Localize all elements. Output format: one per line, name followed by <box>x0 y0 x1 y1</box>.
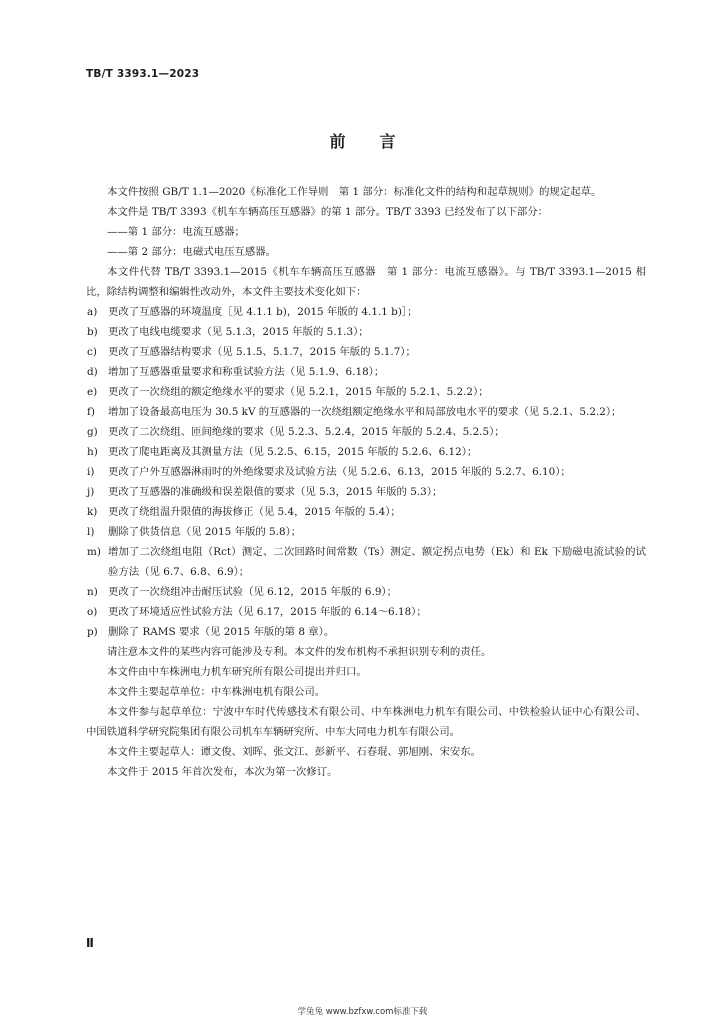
part-list-item: ——第 2 部分：电磁式电压互感器。 <box>107 246 277 258</box>
change-item <box>86 382 646 402</box>
publication-history-paragraph: 本文件于 2015 年首次发布，本次为第一次修订。 <box>107 766 338 778</box>
change-marker: e) <box>87 386 98 398</box>
drafters-paragraph: 本文件主要起草人：谭文俊、刘晖、张文江、彭新平、石春琨、郭旭刚、宋安东。 <box>107 746 482 758</box>
paragraph: 本文件代替 TB/T 3393.1—2015《机车车辆高压互感器 第 1 部分：电流互感器》。与 TB/T 3393.1—2015 相比，除结构调整和编辑性改动外，本文件主要技术变化如下： <box>86 266 646 298</box>
change-marker: k) <box>87 506 98 518</box>
change-text: 增加了互感器重量要求和称重试验方法（见 5.1.9、6.18）； <box>108 366 385 378</box>
change-marker: o) <box>87 606 98 618</box>
paragraph: 本文件按照 GB/T 1.1—2020《标准化工作导则 第 1 部分：标准化文件的结构和起草规则》的规定起草。 <box>107 186 602 198</box>
change-text: 更改了互感器的准确级和误差限值的要求（见 5.3，2015 年版的 5.3）； <box>108 486 443 498</box>
change-item <box>86 362 646 382</box>
change-text: 更改了互感器的环境温度［见 4.1.1 b)，2015 年版的 4.1.1 b)］； <box>108 306 418 318</box>
change-marker: h) <box>87 446 98 458</box>
paragraph: 本文件是 TB/T 3393《机车车辆高压互感器》的第 1 部分。TB/T 3393 已经发布了以下部分： <box>107 206 549 218</box>
page-number: Ⅱ <box>86 936 94 950</box>
part-list-item: ——第 1 部分：电流互感器； <box>107 226 245 238</box>
change-marker: g) <box>87 426 98 438</box>
change-item <box>86 582 646 602</box>
change-text: 更改了互感器结构要求（见 5.1.5、5.1.7，2015 年版的 5.1.7）； <box>108 346 416 358</box>
change-text: 更改了一次绕组的额定绝缘水平的要求（见 5.2.1，2015 年版的 5.2.1、5.2.2）； <box>108 386 489 398</box>
participating-units-paragraph: 本文件参与起草单位：宁波中车时代传感技术有限公司、中车株洲电力机车有限公司、中铁检验认证中心有限公司、中国铁道科学研究院集团有限公司机车车辆研究所、中车大同电力机车有限公司。 <box>86 706 646 738</box>
change-marker: m) <box>87 546 101 558</box>
document-body <box>86 182 646 782</box>
change-marker: f) <box>87 406 95 418</box>
change-item <box>86 542 646 582</box>
change-item <box>86 422 646 442</box>
change-item <box>86 502 646 522</box>
change-text: 更改了户外互感器淋雨时的外绝缘要求及试验方法（见 5.2.6、6.13，2015 年版的 5.2.7、6.10）； <box>108 466 571 478</box>
page-title: 前言 <box>329 132 430 151</box>
change-item <box>86 342 646 362</box>
change-text: 更改了一次绕组冲击耐压试验（见 6.12，2015 年版的 6.9）； <box>108 586 398 598</box>
change-text: 增加了二次绕组电阻（Rct）测定、二次回路时间常数（Ts）测定、额定拐点电势（Ek）和 Ek 下励磁电流试验的试验方法（见 6.7、6.8、6.9）； <box>108 546 646 578</box>
change-marker: l) <box>87 526 95 538</box>
footer-watermark: 学兔兔 www.bzfxw.com标准下载 <box>297 1007 428 1017</box>
change-text: 更改了二次绕组、匝间绝缘的要求（见 5.2.3、5.2.4，2015 年版的 5.2.4、5.2.5）； <box>108 426 505 438</box>
change-item <box>86 522 646 542</box>
change-item <box>86 482 646 502</box>
change-text: 删除了供货信息（见 2015 年版的 5.8）； <box>108 526 302 538</box>
change-text: 更改了电线电缆要求（见 5.1.3，2015 年版的 5.1.3）； <box>108 326 369 338</box>
change-marker: c) <box>87 346 97 358</box>
change-item <box>86 462 646 482</box>
change-marker: n) <box>87 586 98 598</box>
change-marker: b) <box>87 326 98 338</box>
change-marker: a) <box>87 306 98 318</box>
proposer-paragraph: 本文件由中车株洲电力机车研究所有限公司提出并归口。 <box>107 666 367 678</box>
change-marker: p) <box>87 626 98 638</box>
change-text: 更改了爬电距离及其测量方法（见 5.2.5、6.15，2015 年版的 5.2.6、6.12）； <box>108 446 478 458</box>
change-item <box>86 302 646 322</box>
drafting-unit-paragraph: 本文件主要起草单位：中车株洲电机有限公司。 <box>107 686 326 698</box>
change-text: 更改了环境适应性试验方法（见 6.17，2015 年版的 6.14～6.18）； <box>108 606 427 618</box>
change-text: 删除了 RAMS 要求（见 2015 年版的第 8 章）。 <box>108 626 335 638</box>
change-text: 增加了设备最高电压为 30.5 kV 的互感器的一次绕组额定绝缘水平和局部放电水平的要求（见 5.2.1、5.2.2）； <box>108 406 622 418</box>
change-marker: d) <box>87 366 98 378</box>
change-item <box>86 402 646 422</box>
document-number: TB/T 3393.1—2023 <box>86 68 200 80</box>
change-item <box>86 602 646 622</box>
patent-notice: 请注意本文件的某些内容可能涉及专利。本文件的发布机构不承担识别专利的责任。 <box>107 646 492 658</box>
change-item <box>86 442 646 462</box>
change-item <box>86 622 646 642</box>
change-marker: j) <box>87 486 95 498</box>
change-text: 更改了绕组温升限值的海拔修正（见 5.4，2015 年版的 5.4）； <box>108 506 401 518</box>
change-marker: i) <box>87 466 95 478</box>
change-item <box>86 322 646 342</box>
